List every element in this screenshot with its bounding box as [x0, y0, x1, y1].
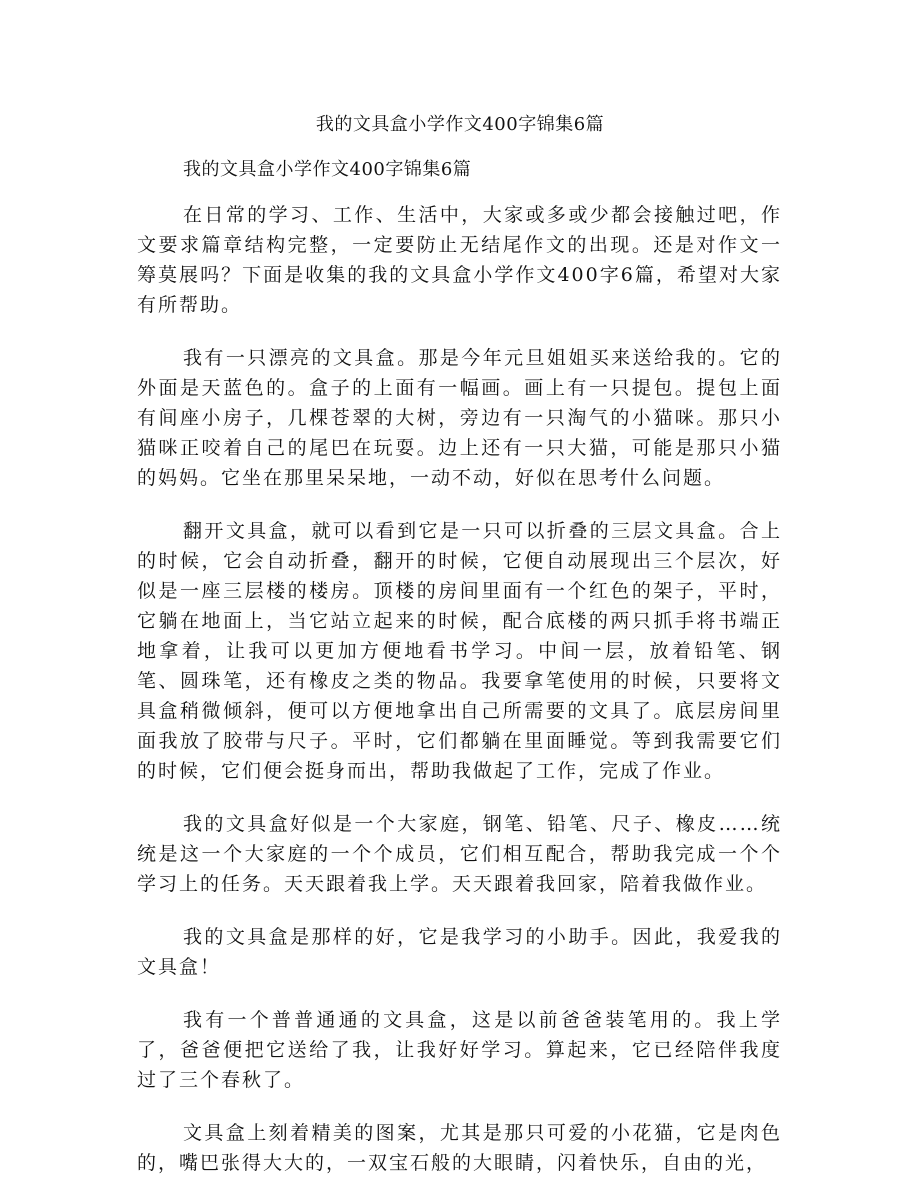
paragraph: 我的文具盒是那样的好，它是我学习的小助手。因此，我爱我的文具盒！ [137, 926, 782, 978]
document-subtitle: 我的文具盒小学作文400字锦集6篇 [183, 159, 472, 180]
document-body [137, 200, 782, 1201]
paragraph: 文具盒上刻着精美的图案，尤其是那只可爱的小花猫，它是肉色的，嘴巴张得大大的，一双宝石般的大眼睛，闪着快乐，自由的光， [137, 1122, 782, 1174]
paragraph: 我有一个普普通通的文具盒，这是以前爸爸装笔用的。我上学了，爸爸便把它送给了我，让我好好学习。算起来，它已经陪伴我度过了三个春秋了。 [137, 1009, 782, 1091]
paragraph: 翻开文具盒，就可以看到它是一只可以折叠的三层文具盒。合上的时候，它会自动折叠，翻开的时候，它便自动展现出三个层次，好似是一座三层楼的楼房。顶楼的房间里面有一个红色的架子，平时，它躺在地面上，当它站立起来的时候，配合底楼的两只抓手将书端正地拿着，让我可以更加方便地看书学习。中间一层，放着铅笔、钢笔、圆珠笔，还有橡皮之类的物品。我要拿笔使用的时候，只要将文具盒稍微倾斜，便可以方便地拿出自己所需要的文具了。底层房间里面我放了胶带与尺子。平时，它们都躺在里面睡觉。等到我需要它们的时候，它们便会挺身而出，帮助我做起了工作，完成了作业。 [137, 520, 782, 782]
document-title: 我的文具盒小学作文400字锦集6篇 [315, 114, 605, 135]
paragraph: 我的文具盒好似是一个大家庭，钢笔、铅笔、尺子、橡皮……统统是这一个大家庭的一个个成员，它们相互配合，帮助我完成一个个学习上的任务。天天跟着我上学。天天跟着我回家，陪着我做作业。 [137, 813, 782, 895]
paragraph: 我有一只漂亮的文具盒。那是今年元旦姐姐买来送给我的。它的外面是天蓝色的。盒子的上面有一幅画。画上有一只提包。提包上面有间座小房子，几棵苍翠的大树，旁边有一只淘气的小猫咪。那只小猫咪正咬着自己的尾巴在玩耍。边上还有一只大猫，可能是那只小猫的妈妈。它坐在那里呆呆地，一动不动，好似在思考什么问题。 [137, 347, 782, 489]
paragraph-intro: 在日常的学习、工作、生活中，大家或多或少都会接触过吧，作文要求篇章结构完整，一定要防止无结尾作文的出现。还是对作文一筹莫展吗？下面是收集的我的文具盒小学作文400字6篇，希望对大家有所帮助。 [137, 204, 782, 316]
